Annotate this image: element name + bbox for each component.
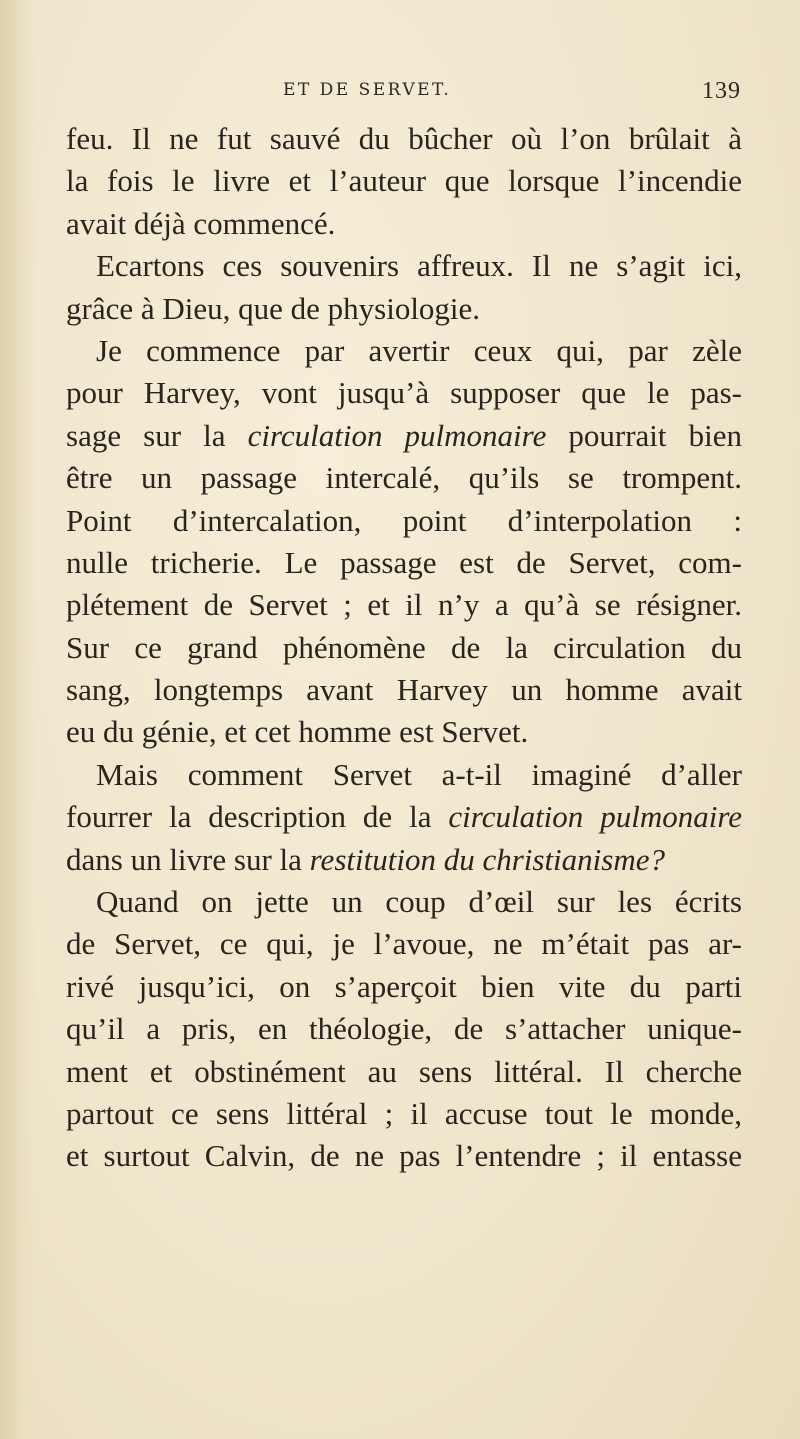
text-segment: eu du génie, et cet homme est Servet. (66, 714, 529, 750)
text-segment: ment et obstinément au sens littéral. Il cherche (66, 1053, 742, 1089)
text-segment: Quand on jette un coup d’œil sur les écrits (96, 884, 742, 920)
text-segment: Sur ce grand phénomène de la circulation du (66, 629, 742, 665)
text-line (66, 457, 742, 499)
text-line (66, 330, 742, 372)
text-segment: sage sur la (66, 417, 248, 453)
text-line (66, 203, 742, 245)
text-line (66, 1135, 742, 1177)
text-line (66, 542, 742, 584)
text-segment: qu’il a pris, en théologie, de s’attacher unique- (66, 1011, 742, 1047)
text-segment: partout ce sens littéral ; il accuse tout le monde, (66, 1095, 742, 1131)
text-segment: être un passage intercalé, qu’ils se trompent. (66, 460, 742, 496)
text-segment: avait déjà commencé. (66, 205, 336, 241)
text-segment: feu. Il ne fut sauvé du bûcher où l’on brûlait à (66, 121, 742, 156)
text-segment: dans un livre sur la (66, 841, 310, 877)
text-line (66, 415, 742, 457)
text-line (66, 160, 742, 202)
text-segment: pour Harvey, vont jusqu’à supposer que le pas- (66, 375, 742, 411)
text-line (66, 1051, 742, 1093)
text-segment: de Servet, ce qui, je l’avoue, ne m’était pas ar- (66, 926, 742, 962)
text-segment: et surtout Calvin, de ne pas l’entendre ; il entasse (66, 1138, 742, 1174)
text-segment: Ecartons ces souvenirs affreux. Il ne s’agit ici, (96, 248, 742, 284)
text-segment: rivé jusqu’ici, on s’aperçoit bien vite du parti (66, 968, 742, 1004)
text-line (66, 966, 742, 1008)
italic-phrase: circulation pulmonaire (247, 417, 547, 453)
text-segment: Mais comment Servet a-t-il imaginé d’aller (96, 756, 742, 792)
text-segment: la fois le livre et l’auteur que lorsque l’incendie (66, 163, 742, 199)
page-gutter-shadow (0, 0, 36, 1439)
text-segment: plétement de Servet ; et il n’y a qu’à se résigner. (66, 587, 742, 623)
italic-phrase: restitution du christianisme? (309, 841, 665, 877)
text-line (66, 1008, 742, 1050)
text-segment: Je commence par avertir ceux qui, par zèle (96, 332, 742, 368)
text-line (66, 669, 742, 711)
text-line (66, 1093, 742, 1135)
text-segment: fourrer la description de la (66, 799, 449, 835)
text-line (66, 245, 742, 287)
text-line (66, 796, 742, 838)
text-line (66, 711, 742, 753)
text-segment: Point d’intercalation, point d’interpolation : (66, 502, 742, 538)
body-text (66, 118, 742, 1178)
text-line (66, 288, 742, 330)
text-line (66, 923, 742, 965)
text-segment: pourrait bien (546, 417, 742, 453)
text-segment: nulle tricherie. Le passage est de Servet, com- (66, 544, 742, 580)
page-number: 139 (702, 78, 741, 104)
text-line (66, 754, 742, 796)
text-line (66, 839, 742, 881)
running-head: ET DE SERVET. (283, 80, 452, 100)
text-line (66, 881, 742, 923)
italic-phrase: circulation pulmonaire (448, 799, 742, 835)
text-line (66, 118, 742, 160)
text-line (66, 372, 742, 414)
text-line (66, 627, 742, 669)
text-segment: sang, longtemps avant Harvey un homme avait (66, 672, 742, 708)
text-line (66, 500, 742, 542)
text-line (66, 584, 742, 626)
text-segment: grâce à Dieu, que de physiologie. (66, 290, 481, 326)
